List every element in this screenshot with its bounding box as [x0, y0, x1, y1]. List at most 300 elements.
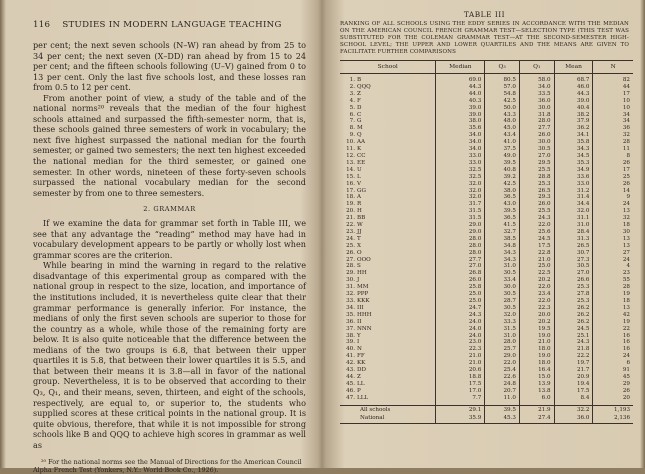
value-cell: 27.3 — [554, 257, 593, 264]
rank-number: 29. — [346, 270, 355, 277]
value-cell: 22.5 — [519, 270, 554, 277]
table-row — [340, 91, 633, 98]
value-cell: 20.9 — [554, 374, 593, 381]
value-cell: 28 — [593, 139, 633, 146]
value-cell: 33.6 — [554, 174, 593, 181]
value-cell: 31.5 — [436, 208, 485, 215]
value-cell: 25.3 — [554, 284, 593, 291]
school-cell — [340, 167, 436, 174]
school-cell — [340, 201, 436, 208]
value-cell: 54.8 — [485, 91, 520, 98]
value-cell: 30.5 — [554, 263, 593, 270]
school-cell — [340, 236, 436, 243]
school-name: J — [357, 277, 360, 284]
value-cell: 21.0 — [519, 339, 554, 346]
value-cell: 25.0 — [436, 298, 485, 305]
value-cell: 45.3 — [485, 414, 520, 424]
value-cell: 45.0 — [485, 125, 520, 132]
value-cell: 30.0 — [519, 105, 554, 112]
rank-number: 45. — [346, 380, 355, 387]
value-cell: 37.5 — [485, 146, 520, 153]
value-cell: 17.0 — [436, 388, 485, 395]
value-cell: 31.4 — [554, 194, 593, 201]
table-row — [340, 339, 633, 346]
rank-number: 1. — [349, 77, 355, 83]
totals-label: National — [340, 414, 436, 424]
table-title: TABLE III — [463, 10, 506, 19]
value-cell: 38.5 — [485, 236, 520, 243]
running-head-title: STUDIES IN MODERN LANGUAGE TEACHING — [62, 20, 282, 30]
value-cell: 55 — [593, 277, 633, 284]
value-cell: 34.0 — [519, 84, 554, 91]
rank-number: 22. — [346, 222, 355, 229]
school-cell — [340, 91, 436, 98]
value-cell: 32.2 — [554, 405, 593, 413]
rank-number: 30. — [346, 277, 355, 284]
totals-row — [340, 414, 633, 424]
value-cell: 24.7 — [436, 305, 485, 312]
ranking-table — [340, 60, 633, 424]
school-name: Q — [357, 132, 362, 139]
value-cell: 13.9 — [519, 381, 554, 388]
value-cell: 33.5 — [519, 91, 554, 98]
value-cell: 40.3 — [436, 98, 485, 105]
column-header: Median — [436, 61, 485, 74]
totals-row — [340, 405, 633, 413]
value-cell: 31.1 — [554, 215, 593, 222]
value-cell: 36.5 — [485, 215, 520, 222]
rank-number: 31. — [346, 284, 355, 291]
rank-number: 24. — [346, 235, 355, 242]
value-cell: 35.9 — [436, 414, 485, 424]
value-cell: 48.0 — [485, 118, 520, 125]
value-cell: 20.0 — [519, 312, 554, 319]
value-cell: 38.0 — [436, 118, 485, 125]
value-cell: 36.2 — [554, 125, 593, 132]
value-cell: 26.0 — [519, 201, 554, 208]
value-cell: 20.2 — [519, 277, 554, 284]
value-cell: 24 — [593, 201, 633, 208]
value-cell: 22.0 — [519, 284, 554, 291]
rank-number: 4. — [349, 97, 355, 104]
rank-number: 20. — [346, 208, 355, 215]
value-cell: 22.0 — [485, 360, 520, 367]
value-cell: 25.3 — [554, 298, 593, 305]
school-cell — [340, 353, 436, 360]
value-cell: 32.0 — [485, 312, 520, 319]
value-cell: 11 — [593, 146, 633, 153]
value-cell: 20 — [593, 395, 633, 405]
value-cell: 22.2 — [554, 353, 593, 360]
value-cell: 28.8 — [519, 174, 554, 181]
value-cell: 10 — [593, 105, 633, 112]
paragraph-3: If we examine the data for grammar set forth in Table III, we see that any advantage the “reading” method may have had in vocabulary development appears to be partly or wholly lost when grammar scores are the criterion. — [33, 218, 306, 260]
value-cell: 19.7 — [554, 360, 593, 367]
school-name: W — [357, 222, 363, 229]
school-name: R — [357, 201, 362, 208]
value-cell: 80.5 — [485, 74, 520, 84]
value-cell: 44 — [593, 84, 633, 91]
rank-number: 5. — [349, 104, 355, 111]
value-cell: 31.3 — [554, 236, 593, 243]
table-row — [340, 201, 633, 208]
rank-number: 34. — [346, 304, 355, 311]
school-name: B — [357, 77, 362, 83]
school-cell — [340, 277, 436, 284]
value-cell: 41.5 — [485, 222, 520, 229]
school-cell — [340, 312, 436, 319]
school-name: HHH — [357, 311, 372, 318]
value-cell: 16 — [593, 333, 633, 340]
value-cell: 33.0 — [436, 160, 485, 167]
value-cell: 42 — [593, 312, 633, 319]
school-name: OOO — [357, 256, 371, 263]
value-cell: 16 — [593, 346, 633, 353]
school-name: T — [357, 235, 361, 242]
rank-number: 25. — [346, 242, 355, 249]
school-cell — [340, 360, 436, 367]
school-cell — [340, 125, 436, 132]
paragraph-2: From another point of view, a study of the table and of the national norms²⁰ reveals that the median of the four highest schools attained and surpassed the fifth-semester norm, that is, these schools gained three semesters of work in vocabulary; the next five highest surpassed the national median for the fourth semester, or gained two semesters; the next ten highest exceeded the national median for the third semester, or gained one semester. In other words, nineteen of these forty-seven schools surpassed the national vocabulary median for the second semester by from one to three semesters. — [33, 92, 306, 198]
table-row — [340, 277, 633, 284]
value-cell: 8 — [593, 153, 633, 160]
value-cell: 36.0 — [554, 414, 593, 424]
value-cell: 16 — [593, 339, 633, 346]
value-cell: 25.5 — [519, 208, 554, 215]
column-header: Q₁ — [519, 61, 554, 74]
value-cell: 44.3 — [436, 84, 485, 91]
table-row — [340, 243, 633, 250]
school-cell — [340, 98, 436, 105]
rank-number: 17. — [346, 187, 355, 194]
school-cell — [340, 153, 436, 160]
value-cell: 22.0 — [519, 222, 554, 229]
value-cell: 69.0 — [436, 74, 485, 84]
table-row — [340, 215, 633, 222]
value-cell: 31.2 — [554, 188, 593, 195]
value-cell: 29.0 — [485, 353, 520, 360]
value-cell: 13 — [593, 236, 633, 243]
value-cell: 21.0 — [436, 360, 485, 367]
rank-number: 37. — [346, 325, 355, 332]
table-row — [340, 74, 633, 84]
rank-number: 8. — [349, 125, 355, 132]
value-cell: 17 — [593, 91, 633, 98]
school-name: O — [357, 249, 362, 256]
school-name: BB — [357, 215, 366, 222]
value-cell: 25.7 — [485, 346, 520, 353]
value-cell: 39.5 — [485, 160, 520, 167]
value-cell: 33.3 — [485, 319, 520, 326]
value-cell: 18.0 — [519, 346, 554, 353]
value-cell: 17 — [593, 167, 633, 174]
school-cell — [340, 215, 436, 222]
value-cell: 30.5 — [485, 291, 520, 298]
school-cell — [340, 243, 436, 250]
value-cell: 34.1 — [554, 132, 593, 139]
column-header: N — [593, 61, 633, 74]
table-row — [340, 270, 633, 277]
value-cell: 36.5 — [485, 194, 520, 201]
rank-number: 18. — [346, 194, 355, 201]
table-body — [340, 74, 633, 424]
value-cell: 27.7 — [519, 125, 554, 132]
school-cell — [340, 174, 436, 181]
school-cell — [340, 74, 436, 84]
rank-number: 43. — [346, 367, 355, 374]
value-cell: 30.5 — [519, 146, 554, 153]
school-name: KKK — [357, 298, 370, 304]
school-cell — [340, 229, 436, 236]
table-row — [340, 360, 633, 367]
rank-number: 46. — [346, 387, 355, 394]
paragraph-4: While bearing in mind the warning in regard to the relative disadvantage of this experimental group as compared with the national group in respect to the size, location, and importance of the institutions included, it is nevertheless quite clear that their grammar performance is generally inferior. For instance, the medians of only the first seven schools are superior to those for the country as a whole, while those of the remaining forty are below. It is also quite noticeable that the difference between the medians of the two groups is 6.8, that between their upper quartiles it is 5.8, that between their lower quartiles it is 5.5, and that between their means it is 3.8—all in favor of the national group. Nevertheless, it is to be observed that according to their Q₃, Q₁, and their means, seven, thirteen, and eight of the schools, respectively, are equal to, or superior to, the students who supplied scores at these critical points in the national group. It is quite obvious, therefore, that while it is not impossible for strong schools like B and QQQ to achieve high scores in grammar as well as — [33, 260, 306, 450]
school-cell — [340, 250, 436, 257]
value-cell: 13 — [593, 208, 633, 215]
school-cell — [340, 333, 436, 340]
value-cell: 58.0 — [519, 74, 554, 84]
value-cell: 13 — [593, 305, 633, 312]
school-name: D — [357, 104, 362, 111]
value-cell: 25.5 — [519, 167, 554, 174]
value-cell: 22.0 — [519, 298, 554, 305]
school-name: CC — [357, 152, 366, 159]
value-cell: 30.7 — [554, 250, 593, 257]
rank-number: 47. — [346, 394, 355, 401]
value-cell: 25.3 — [519, 181, 554, 188]
table-row — [340, 208, 633, 215]
rank-number: 11. — [346, 146, 355, 153]
school-cell — [340, 367, 436, 374]
value-cell: 28.0 — [436, 243, 485, 250]
value-cell: 24 — [593, 353, 633, 360]
totals-label: All schools — [360, 406, 391, 413]
value-cell: 21.9 — [519, 405, 554, 413]
rank-number: 36. — [346, 318, 355, 325]
value-cell: 30.5 — [485, 270, 520, 277]
school-cell — [340, 305, 436, 312]
rank-number: 12. — [346, 152, 355, 159]
table-row — [340, 222, 633, 229]
school-cell — [340, 291, 436, 298]
value-cell: 31.5 — [485, 326, 520, 333]
value-cell: 19 — [593, 291, 633, 298]
school-name: NNN — [357, 325, 372, 332]
school-name: MM — [357, 284, 369, 291]
rank-number: 38. — [346, 332, 355, 339]
value-cell: 13 — [593, 243, 633, 250]
rank-number: 3. — [349, 90, 355, 97]
table-row — [340, 312, 633, 319]
value-cell: 32.0 — [554, 208, 593, 215]
value-cell: 23 — [593, 270, 633, 277]
value-cell: 28.0 — [519, 118, 554, 125]
value-cell: 42.5 — [485, 181, 520, 188]
value-cell: 31.8 — [519, 112, 554, 119]
value-cell: 38.0 — [485, 188, 520, 195]
table-row — [340, 395, 633, 405]
value-cell: 17.5 — [436, 381, 485, 388]
school-cell — [340, 181, 436, 188]
value-cell: 24 — [593, 257, 633, 264]
school-name: L — [357, 173, 361, 180]
school-cell — [340, 326, 436, 333]
value-cell: 37.9 — [554, 118, 593, 125]
value-cell: 19.5 — [519, 326, 554, 333]
school-name: K — [357, 146, 362, 153]
school-cell — [340, 319, 436, 326]
rank-number: 19. — [346, 201, 355, 208]
column-header: Mean — [554, 61, 593, 74]
value-cell: 30 — [593, 229, 633, 236]
rank-number: 39. — [346, 339, 355, 346]
value-cell: 22 — [593, 326, 633, 333]
value-cell: 27.4 — [519, 414, 554, 424]
school-name: AA — [357, 139, 366, 146]
value-cell: 24.3 — [519, 215, 554, 222]
value-cell: 26.0 — [436, 277, 485, 284]
value-cell: 25.8 — [436, 284, 485, 291]
school-cell — [340, 208, 436, 215]
value-cell: 34 — [593, 118, 633, 125]
table-row — [340, 298, 633, 305]
school-cell — [340, 374, 436, 381]
value-cell: 26 — [593, 181, 633, 188]
value-cell: 17.5 — [519, 243, 554, 250]
value-cell: 34.0 — [436, 132, 485, 139]
running-head — [33, 20, 306, 30]
value-cell: 33.0 — [554, 181, 593, 188]
value-cell: 6 — [593, 360, 633, 367]
value-cell: 18.8 — [436, 374, 485, 381]
value-cell: 44.3 — [554, 91, 593, 98]
value-cell: 29.0 — [436, 222, 485, 229]
school-name: G — [357, 118, 362, 125]
school-cell — [340, 381, 436, 388]
table-row — [340, 167, 633, 174]
page-number: 116 — [33, 20, 51, 30]
value-cell: 30.5 — [485, 305, 520, 312]
table-row — [340, 146, 633, 153]
value-cell: 15.0 — [519, 374, 554, 381]
value-cell: 25.6 — [519, 229, 554, 236]
value-cell: 11.0 — [485, 395, 520, 405]
school-name: I — [357, 339, 360, 346]
value-cell: 26.2 — [554, 305, 593, 312]
rank-number: 32. — [346, 291, 355, 298]
value-cell: 42.5 — [485, 98, 520, 105]
school-name: III — [357, 304, 364, 311]
value-cell: 24.0 — [436, 319, 485, 326]
school-name: DD — [357, 367, 366, 374]
school-cell — [340, 84, 436, 91]
school-name: LL — [357, 380, 365, 387]
value-cell: 17.5 — [554, 388, 593, 395]
value-cell: 24.3 — [436, 312, 485, 319]
table-row — [340, 291, 633, 298]
school-name: Z — [357, 373, 361, 380]
value-cell: 19 — [593, 319, 633, 326]
rank-number: 21. — [346, 215, 355, 222]
value-cell: 44.0 — [436, 91, 485, 98]
value-cell: 34 — [593, 112, 633, 119]
value-cell: 28.7 — [485, 298, 520, 305]
value-cell: 22.6 — [485, 374, 520, 381]
value-cell: 22.8 — [519, 250, 554, 257]
school-cell — [340, 118, 436, 125]
value-cell: 28.0 — [436, 236, 485, 243]
value-cell: 36 — [593, 125, 633, 132]
column-header: Q₃ — [485, 61, 520, 74]
school-name: KK — [357, 360, 366, 367]
value-cell: 91 — [593, 367, 633, 374]
value-cell: 8.4 — [554, 395, 593, 405]
value-cell: 26 — [593, 160, 633, 167]
value-cell: 33.4 — [485, 277, 520, 284]
school-name: H — [357, 208, 362, 215]
school-name: LLL — [357, 394, 369, 401]
school-cell — [340, 105, 436, 112]
table-row — [340, 326, 633, 333]
value-cell: 39.2 — [485, 174, 520, 181]
table-header-row — [340, 61, 633, 74]
value-cell: 26.5 — [554, 243, 593, 250]
rank-number: 44. — [346, 373, 355, 380]
value-cell: 36.0 — [519, 98, 554, 105]
value-cell: 20.7 — [485, 388, 520, 395]
table-row — [340, 229, 633, 236]
value-cell: 19.0 — [519, 353, 554, 360]
value-cell: 18 — [593, 298, 633, 305]
school-name: S — [357, 263, 361, 270]
value-cell: 28.0 — [485, 339, 520, 346]
value-cell: 43.0 — [485, 201, 520, 208]
value-cell: 28.4 — [554, 229, 593, 236]
table-row — [340, 160, 633, 167]
value-cell: 27.0 — [519, 153, 554, 160]
value-cell: 40.4 — [554, 105, 593, 112]
value-cell: 26.8 — [436, 270, 485, 277]
value-cell: 23.4 — [519, 291, 554, 298]
value-cell: 29 — [593, 381, 633, 388]
value-cell: 32.0 — [436, 188, 485, 195]
value-cell: 40.8 — [485, 167, 520, 174]
rank-number: 23. — [346, 228, 355, 235]
table-row — [340, 353, 633, 360]
school-cell — [340, 284, 436, 291]
value-cell: 4 — [593, 263, 633, 270]
value-cell: 31.5 — [436, 215, 485, 222]
school-name: F — [357, 97, 361, 104]
value-cell: 57.0 — [485, 84, 520, 91]
school-name: GG — [357, 187, 366, 194]
value-cell: 39.5 — [485, 405, 520, 413]
school-cell — [340, 346, 436, 353]
value-cell: 26.2 — [554, 312, 593, 319]
value-cell: 32.0 — [436, 194, 485, 201]
value-cell: 27.0 — [554, 270, 593, 277]
table-row — [340, 381, 633, 388]
school-cell — [340, 298, 436, 305]
value-cell: 29.0 — [436, 229, 485, 236]
value-cell: 32.7 — [485, 229, 520, 236]
school-name: N — [357, 346, 362, 353]
school-cell — [340, 132, 436, 139]
value-cell: 45 — [593, 374, 633, 381]
value-cell: 25.0 — [519, 263, 554, 270]
table-row — [340, 374, 633, 381]
value-cell: 20.2 — [519, 319, 554, 326]
